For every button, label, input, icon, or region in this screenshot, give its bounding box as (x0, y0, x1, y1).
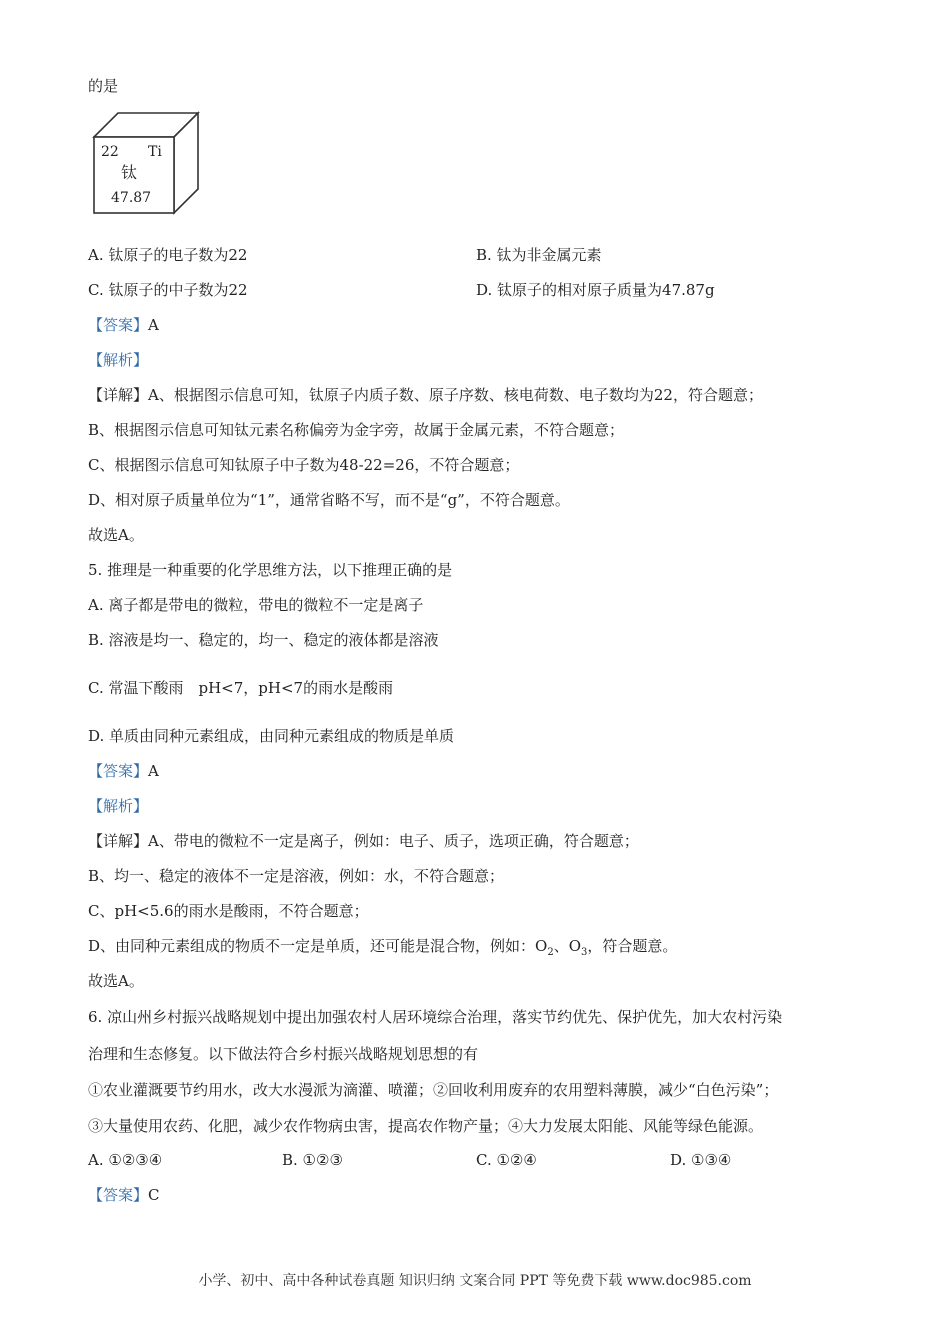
q5-answer (88, 761, 159, 781)
q4-option-d: D. 钛原子的相对原子质量为47.87g (476, 281, 715, 299)
answer-value: C (148, 1186, 160, 1204)
q4-detail-b: B、根据图示信息可知钛元素名称偏旁为金字旁，故属于金属元素，不符合题意； (88, 421, 625, 439)
q5-analysis-tag: 【解析】 (88, 797, 149, 815)
page-footer: 小学、初中、高中各种试卷真题 知识归纳 文案合同 PPT 等免费下载 www.doc985.com (198, 1273, 752, 1289)
detail-text: A、根据图示信息可知，钛原子内质子数、原子序数、核电荷数、电子数均为22，符合题意； (148, 386, 763, 404)
q4-answer (88, 315, 159, 335)
answer-value: A (148, 762, 159, 780)
q4-option-c: C. 钛原子的中子数为22 (88, 281, 248, 299)
q6-items-line1: ①农业灌溉要节约用水，改大水漫派为滴灌、喷灌；②回收利用废弃的农用塑料薄膜，减少“白色污染”； (88, 1081, 779, 1099)
q5-detail-c: C、pH<5.6的雨水是酸雨，不符合题意； (88, 902, 369, 920)
q5-conclusion: 故选A。 (88, 972, 144, 990)
q4-conclusion: 故选A。 (88, 526, 144, 544)
answer-tag: 【答案】 (88, 762, 149, 780)
q6-answer (88, 1185, 160, 1205)
q5-option-a: A. 离子都是带电的微粒，带电的微粒不一定是离子 (88, 596, 424, 614)
q6-items-line2: ③大量使用农药、化肥，减少农作物病虫害，提高农作物产量；④大力发展太阳能、风能等绿色能源。 (88, 1117, 764, 1135)
element-symbol: Ti (148, 144, 162, 160)
atomic-number: 22 (101, 144, 119, 160)
periodic-element-cube (92, 111, 202, 215)
answer-value: A (148, 316, 159, 334)
detail-text: A、带电的微粒不一定是离子，例如：电子、质子，选项正确，符合题意； (148, 832, 639, 850)
detail-tag: 【详解】 (88, 386, 149, 404)
q4-option-b: B. 钛为非金属元素 (476, 246, 602, 264)
q6-option-c: C. ①②④ (476, 1151, 537, 1169)
q4-option-a: A. 钛原子的电子数为22 (88, 246, 248, 264)
q6-stem-line1: 6. 凉山州乡村振兴战略规划中提出加强农村人居环境综合治理，落实节约优先、保护优先，加大农村污染 (88, 1008, 783, 1026)
answer-tag: 【答案】 (88, 316, 149, 334)
answer-tag: 【答案】 (88, 1186, 149, 1204)
detail-tag: 【详解】 (88, 832, 149, 850)
q5-detail-d: D、由同种元素组成的物质不一定是单质，还可能是混合物，例如：$O_2$、$O_3$，符合题意。 (88, 937, 678, 958)
q5-detail-a (88, 831, 639, 851)
q4-detail-c: C、根据图示信息可知钛原子中子数为48-22=26，不符合题意； (88, 456, 520, 474)
q6-stem-line2: 治理和生态修复。以下做法符合乡村振兴战略规划思想的有 (88, 1045, 479, 1063)
q6-option-a: A. ①②③④ (88, 1151, 163, 1169)
q5-stem: 5. 推理是一种重要的化学思维方法，以下推理正确的是 (88, 561, 453, 579)
q4-detail-d: D、相对原子质量单位为“1”，通常省略不写，而不是“g”，不符合题意。 (88, 491, 570, 509)
q4-analysis-tag: 【解析】 (88, 351, 149, 369)
element-name: 钛 (121, 163, 138, 182)
q5-detail-b: B、均一、稳定的液体不一定是溶液，例如：水，不符合题意； (88, 867, 505, 885)
q5-option-b: B. 溶液是均一、稳定的，均一、稳定的液体都是溶液 (88, 631, 439, 649)
q5-option-d: D. 单质由同种元素组成，由同种元素组成的物质是单质 (88, 727, 455, 745)
q4-detail-a (88, 385, 763, 405)
q6-option-b: B. ①②③ (282, 1151, 343, 1169)
continued-stem: 的是 (88, 77, 119, 95)
atomic-mass: 47.87 (111, 190, 152, 206)
q5-option-c: C. 常温下酸雨 pH<7，pH<7的雨水是酸雨 (88, 679, 394, 697)
q6-option-d: D. ①③④ (670, 1151, 732, 1169)
